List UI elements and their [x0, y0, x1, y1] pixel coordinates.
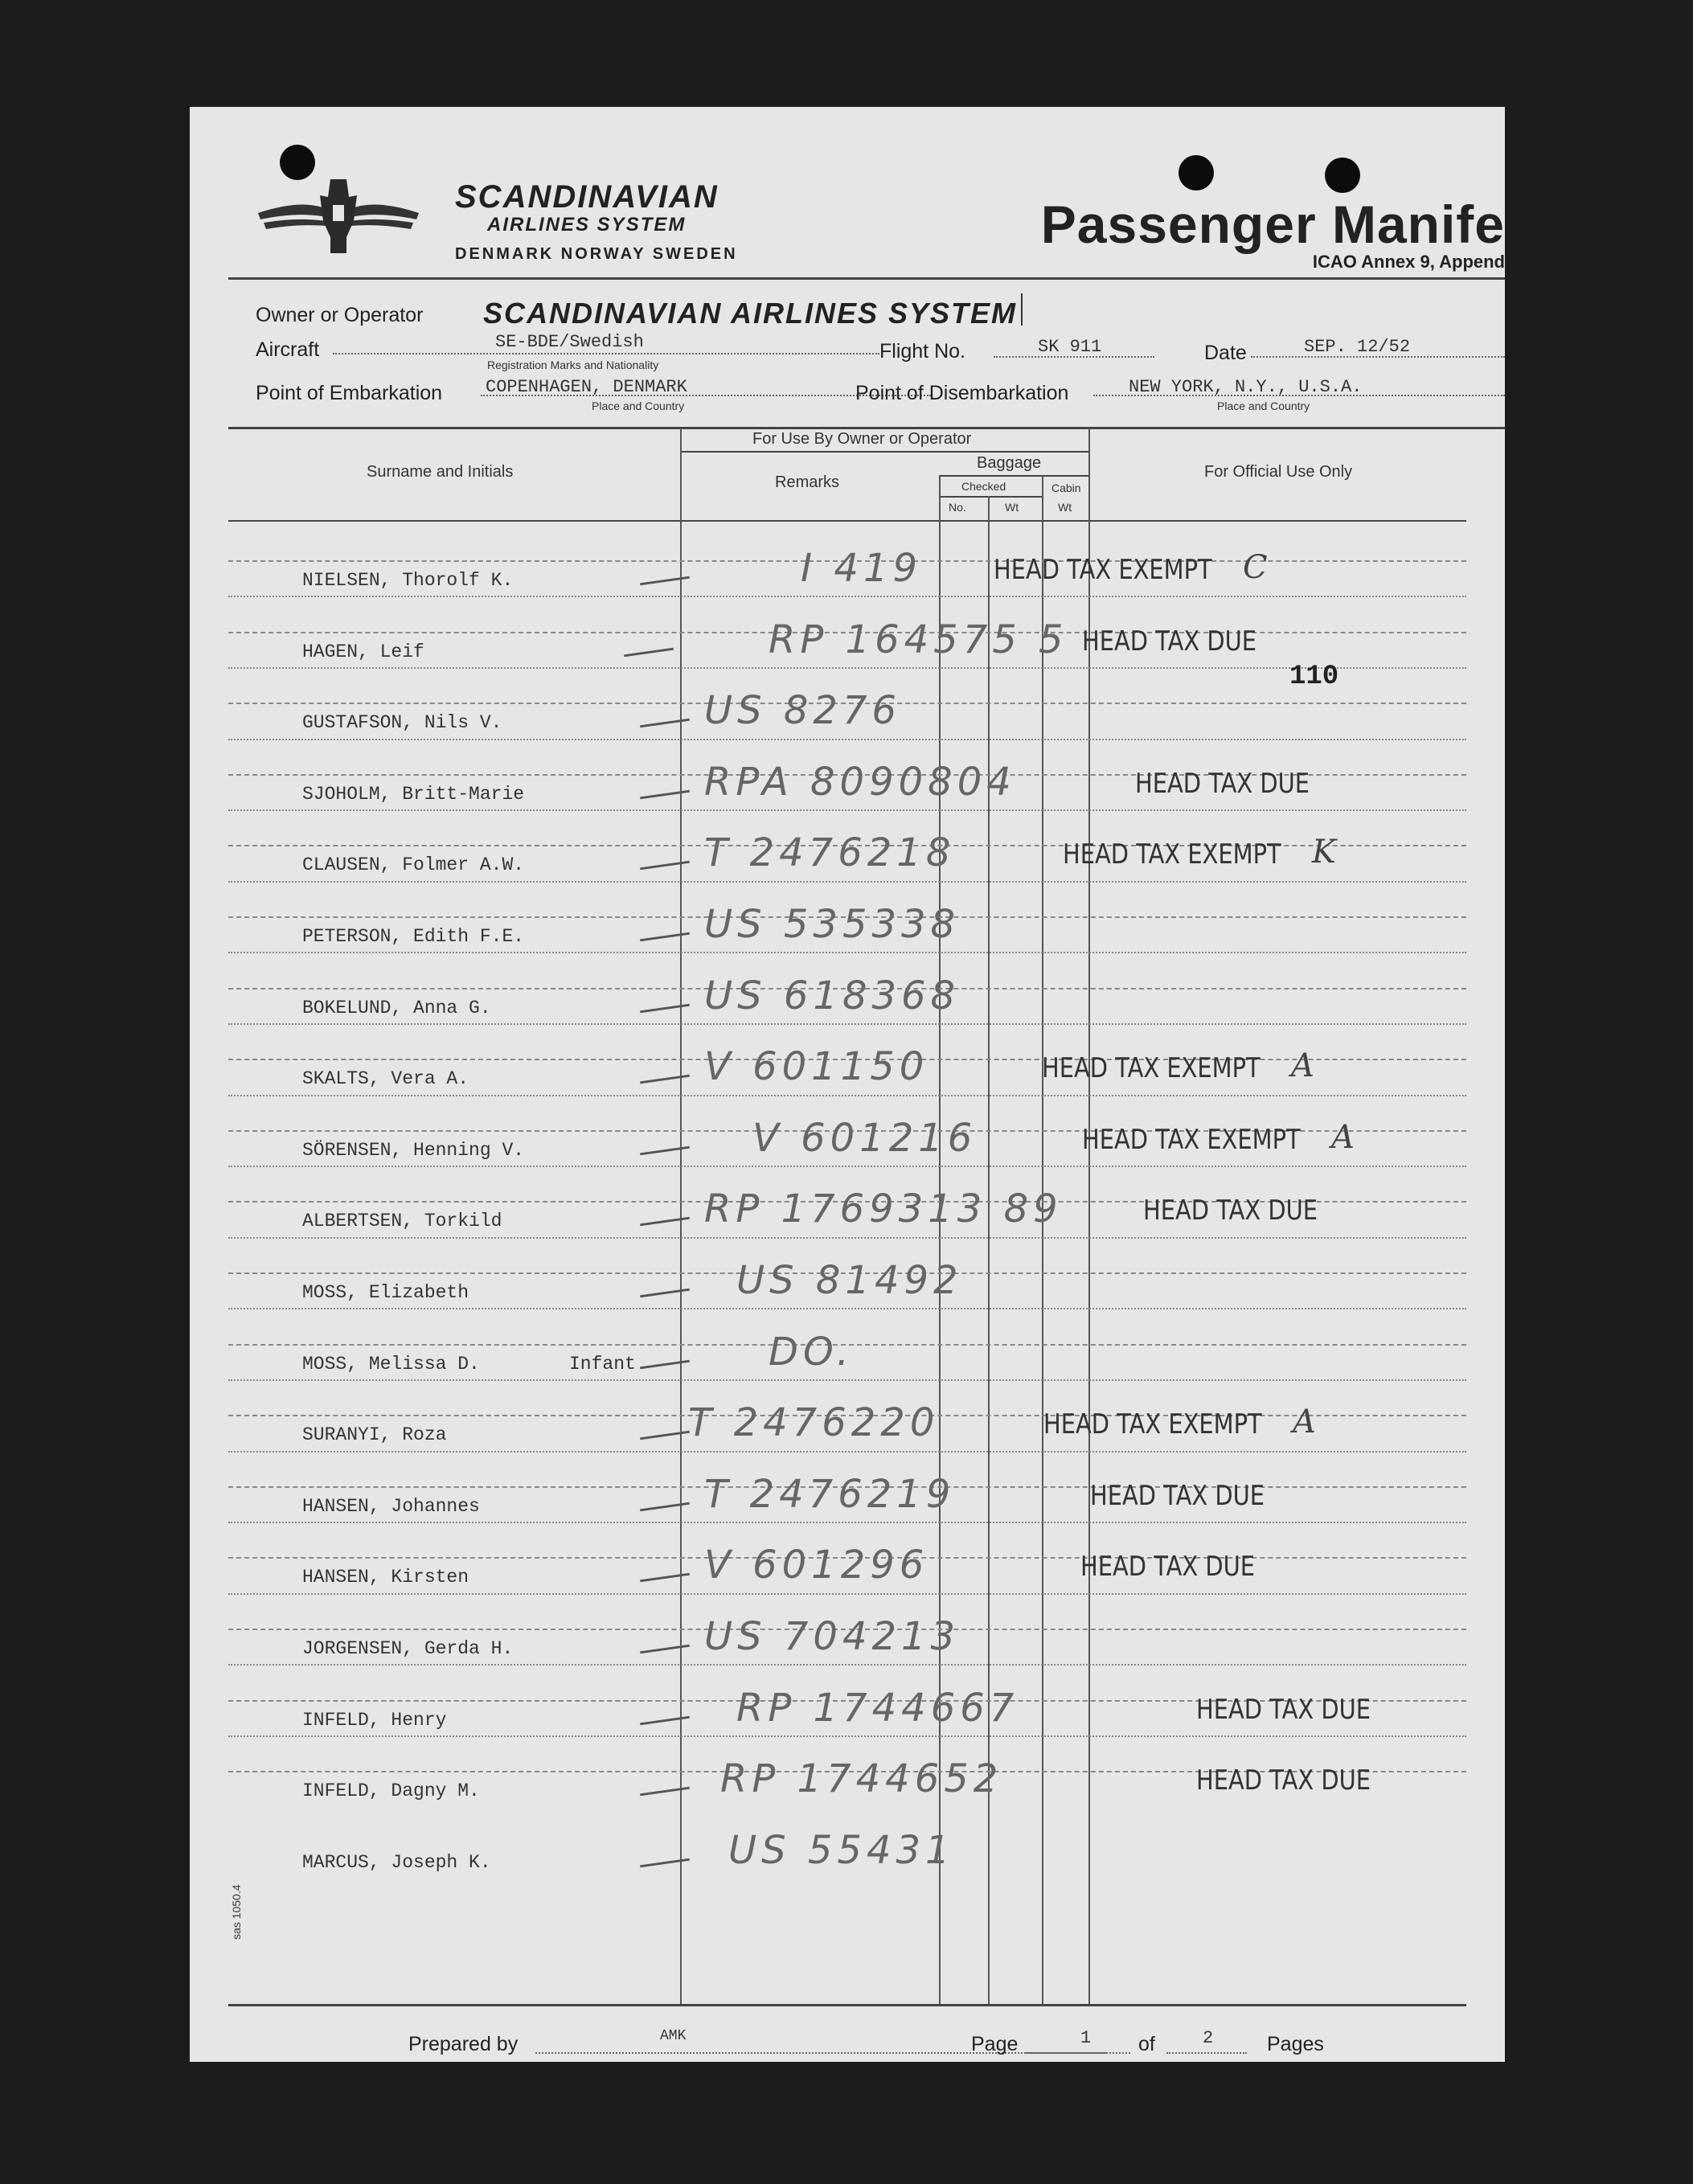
owner-use-header: For Use By Owner or Operator: [752, 430, 972, 448]
check-tick: [640, 719, 690, 728]
punch-hole: [1179, 155, 1214, 191]
passenger-name: BOKELUND, Anna G.: [302, 997, 491, 1018]
check-tick: [640, 1787, 690, 1797]
check-tick: [640, 1715, 690, 1725]
passenger-name: NIELSEN, Thorolf K.: [302, 570, 514, 591]
header-bottom-rule: [228, 520, 1466, 522]
surname-column-header: Surname and Initials: [367, 463, 514, 481]
manifest-sheet: [190, 107, 1505, 2062]
page-line: [1026, 2052, 1130, 2054]
head-tax-stamp: HEAD TAX EXEMPT: [1042, 1052, 1261, 1085]
page-value: 1: [1080, 2028, 1092, 2048]
passport-remark: V 601150: [704, 1044, 929, 1090]
passenger-name: GUSTAFSON, Nils V.: [302, 712, 502, 734]
head-tax-stamp: HEAD TAX EXEMPT: [1063, 838, 1281, 871]
officer-initial: K: [1312, 834, 1336, 871]
passenger-name: JORGENSEN, Gerda H.: [302, 1638, 514, 1659]
passport-remark: T 2476219: [704, 1471, 956, 1517]
check-tick: [640, 932, 690, 942]
check-tick: [640, 1502, 690, 1511]
date-label: Date: [1204, 342, 1247, 364]
passenger-name: CLAUSEN, Folmer A.W.: [302, 854, 525, 876]
officer-initial: A: [1291, 1047, 1314, 1085]
head-tax-stamp: HEAD TAX EXEMPT: [994, 554, 1212, 586]
of-label: of: [1138, 2033, 1155, 2055]
head-tax-stamp: HEAD TAX DUE: [1082, 625, 1257, 658]
passenger-name: ALBERTSEN, Torkild: [302, 1211, 502, 1232]
passenger-name: HANSEN, Johannes: [302, 1495, 480, 1517]
check-tick: [640, 1003, 690, 1013]
official-left-line: [1088, 428, 1090, 2006]
row-rule: [228, 1308, 1466, 1309]
infant-label: Infant: [569, 1353, 636, 1375]
airline-countries: DENMARK NORWAY SWEDEN: [455, 245, 738, 263]
owner-value: SCANDINAVIAN AIRLINES SYSTEM: [483, 297, 1018, 330]
passenger-name: PETERSON, Edith F.E.: [302, 926, 525, 947]
passenger-name: SKALTS, Vera A.: [302, 1068, 469, 1090]
passport-remark: US 81492: [736, 1258, 963, 1303]
check-tick: [640, 1858, 690, 1867]
check-tick: [640, 1075, 690, 1084]
officer-initial: C: [1243, 549, 1268, 586]
passport-remark: RP 1769313 89: [704, 1186, 1063, 1232]
prepared-by-line: [535, 2052, 1106, 2054]
prepared-by-label: Prepared by: [408, 2033, 519, 2055]
remarks-column-header: Remarks: [775, 473, 840, 491]
header-rule: [228, 277, 1505, 280]
head-tax-stamp: HEAD TAX DUE: [1196, 1693, 1371, 1726]
passport-remark: US 704213: [704, 1614, 961, 1659]
row-rule: [228, 667, 1466, 669]
cabin-left-line: [1042, 475, 1043, 2006]
passport-remark: US 535338: [704, 902, 961, 947]
row-rule: [228, 1166, 1466, 1167]
check-tick: [640, 1431, 690, 1440]
airline-name-line1: SCANDINAVIAN: [455, 179, 719, 215]
aircraft-caption: Registration Marks and Nationality: [487, 359, 659, 371]
flight-no-label: Flight No.: [879, 340, 965, 363]
cabin-header: Cabin: [1051, 481, 1081, 494]
prepared-by-value: AMK: [660, 2028, 687, 2044]
checked-wt-header: Wt: [1005, 501, 1019, 514]
checked-header: Checked: [961, 480, 1006, 493]
row-rule: [228, 1451, 1466, 1453]
passport-remark: RP 1744652: [720, 1756, 1003, 1802]
passport-remark: I 419: [801, 546, 923, 591]
row-rule: [228, 881, 1466, 883]
head-tax-stamp: HEAD TAX DUE: [1090, 1479, 1265, 1512]
flight-no-line: [994, 356, 1154, 358]
passenger-name: INFELD, Dagny M.: [302, 1780, 480, 1802]
punch-hole: [1325, 158, 1360, 193]
owner-use-rule: [682, 451, 1090, 453]
passenger-name: MOSS, Melissa D.: [302, 1353, 480, 1375]
official-number: 110: [1289, 662, 1339, 692]
total-pages-value: 2: [1203, 2028, 1214, 2048]
date-line: [1251, 356, 1505, 358]
officer-initial: A: [1331, 1118, 1355, 1156]
checked-rule: [941, 496, 1043, 498]
aircraft-label: Aircraft: [256, 338, 320, 361]
passport-remark: RP 1744667: [736, 1685, 1019, 1731]
passenger-name: SJOHOLM, Britt-Marie: [302, 783, 525, 805]
table-bottom-rule: [228, 2004, 1466, 2006]
check-tick: [640, 1359, 690, 1369]
row-rule: [228, 1023, 1466, 1025]
head-tax-stamp: HEAD TAX EXEMPT: [1043, 1408, 1262, 1441]
passport-remark: T 2476218: [704, 830, 956, 876]
disembarkation-value: NEW YORK, N.Y., U.S.A.: [1129, 377, 1363, 397]
head-tax-stamp: HEAD TAX EXEMPT: [1082, 1123, 1301, 1156]
passenger-name: SÖRENSEN, Henning V.: [302, 1139, 525, 1161]
passport-remark: T 2476220: [688, 1400, 940, 1446]
passport-remark: US 55431: [728, 1827, 955, 1873]
row-rule: [228, 1237, 1466, 1239]
passenger-name: INFELD, Henry: [302, 1709, 447, 1731]
document-subtitle: ICAO Annex 9, Append: [1312, 252, 1505, 272]
document-title: Passenger Manife: [1040, 195, 1505, 254]
passenger-name: HANSEN, Kirsten: [302, 1567, 469, 1588]
officer-initial: A: [1293, 1403, 1316, 1441]
row-rule: [228, 809, 1466, 811]
disembarkation-label: Point of Disembarkation: [855, 382, 1069, 404]
check-tick: [640, 1217, 690, 1227]
row-rule: [228, 596, 1466, 597]
row-rule: [228, 1664, 1466, 1666]
check-tick: [640, 789, 690, 799]
head-tax-stamp: HEAD TAX DUE: [1135, 767, 1310, 800]
aircraft-line: [333, 353, 879, 354]
embarkation-label: Point of Embarkation: [256, 382, 443, 404]
passenger-name: MOSS, Elizabeth: [302, 1282, 469, 1303]
disembarkation-line: [1093, 395, 1505, 396]
check-tick: [624, 647, 674, 657]
head-tax-stamp: HEAD TAX DUE: [1080, 1551, 1256, 1584]
passport-remark: V 601216: [752, 1115, 978, 1161]
row-rule: [228, 952, 1466, 953]
total-pages-line: [1166, 2052, 1247, 2054]
check-tick: [640, 861, 690, 871]
embarkation-caption: Place and Country: [592, 400, 685, 412]
row-rule: [228, 1522, 1466, 1523]
cabin-wt-header: Wt: [1058, 501, 1072, 514]
page-label: Page: [971, 2033, 1019, 2055]
airline-name-line2: AIRLINES SYSTEM: [487, 214, 687, 236]
passenger-name: MARCUS, Joseph K.: [302, 1851, 491, 1873]
owner-end-mark: [1021, 293, 1023, 326]
row-rule: [228, 1095, 1466, 1096]
pages-label: Pages: [1267, 2033, 1324, 2055]
owner-label: Owner or Operator: [256, 304, 424, 326]
passport-remark: V 601296: [704, 1543, 929, 1588]
date-value: SEP. 12/52: [1304, 337, 1411, 357]
disembarkation-caption: Place and Country: [1217, 400, 1310, 412]
passport-remark: DO.: [769, 1329, 855, 1375]
flight-no-value: SK 911: [1038, 337, 1102, 357]
baggage-rule: [941, 475, 1090, 477]
form-code: sas 1050.4: [230, 1884, 243, 1940]
embarkation-value: COPENHAGEN, DENMARK: [486, 377, 687, 397]
official-use-header: For Official Use Only: [1204, 463, 1353, 481]
passport-remark: US 618368: [704, 973, 961, 1018]
checked-no-header: No.: [949, 501, 966, 514]
check-tick: [640, 576, 690, 586]
head-tax-stamp: HEAD TAX DUE: [1196, 1764, 1371, 1797]
passport-remark: US 8276: [704, 688, 902, 734]
row-rule: [228, 1379, 1466, 1381]
passport-remark: RP 164575 5: [769, 617, 1068, 662]
check-tick: [640, 1145, 690, 1155]
head-tax-stamp: HEAD TAX DUE: [1143, 1194, 1318, 1227]
baggage-header: Baggage: [977, 454, 1042, 472]
aircraft-value: SE-BDE/Swedish: [495, 332, 644, 352]
check-tick: [640, 1289, 690, 1298]
passenger-name: HAGEN, Leif: [302, 641, 424, 662]
sas-winged-logo-icon: [254, 173, 423, 261]
row-rule: [228, 1735, 1466, 1737]
check-tick: [640, 1645, 690, 1654]
check-tick: [640, 1573, 690, 1583]
row-rule: [228, 739, 1466, 740]
passenger-name: SURANYI, Roza: [302, 1424, 447, 1446]
table-top-rule: [228, 427, 1505, 429]
row-rule: [228, 1593, 1466, 1595]
passport-remark: RPA 8090804: [704, 759, 1016, 805]
